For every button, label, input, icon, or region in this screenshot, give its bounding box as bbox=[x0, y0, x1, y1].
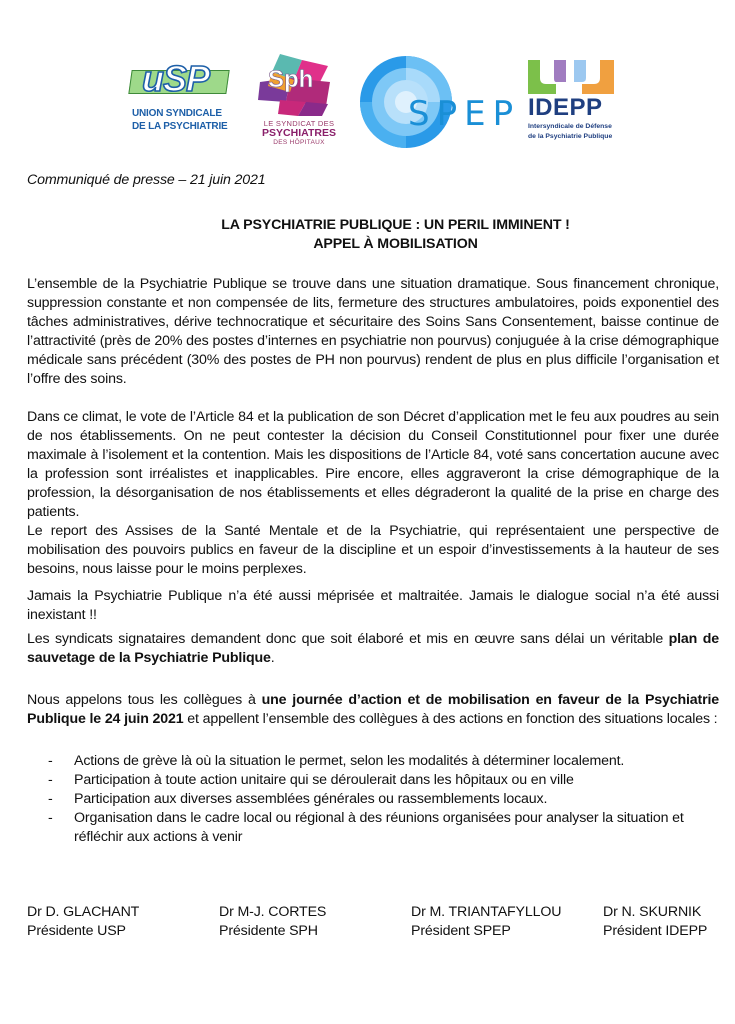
signatory bbox=[27, 903, 139, 941]
action-list bbox=[27, 752, 719, 847]
paragraph-call-to-action bbox=[27, 691, 719, 729]
spep-logo-letters: SPEP bbox=[408, 94, 521, 134]
signatory-name: Dr M. TRIANTAFYLLOU bbox=[411, 904, 562, 920]
sph-logo-line3: DES HÔPITAUX bbox=[273, 139, 325, 146]
signatory-role: Présidente USP bbox=[27, 923, 126, 939]
paragraph-call-start: Nous appelons tous les collègues à bbox=[27, 692, 262, 708]
usp-logo-letters: uSP bbox=[142, 58, 210, 99]
signatory-role: Président SPEP bbox=[411, 923, 511, 939]
usp-logo-line1: UNION SYNDICALE bbox=[132, 108, 222, 119]
bullet-dash: - bbox=[48, 772, 53, 788]
paragraph-demand-bold: plan de sauvetage de la Psychiatrie Publique bbox=[27, 631, 719, 666]
usp-logo bbox=[128, 60, 232, 140]
bullet-dash: - bbox=[48, 753, 53, 769]
idepp-logo-letters: IDEPP bbox=[528, 94, 603, 121]
spep-logo bbox=[358, 56, 521, 151]
list-item bbox=[27, 809, 719, 847]
sph-logo-letters: Sph bbox=[268, 66, 314, 93]
idepp-logo-line2: de la Psychiatrie Publique bbox=[528, 133, 613, 140]
signatory-name: Dr M-J. CORTES bbox=[219, 904, 327, 920]
paragraph-article-84-text: Dans ce climat, le vote de l’Article 84 et la publication de son Décret d’application met le feu aux poudres au sein de nos établissements. On ne peut contester la décision du Conseil Constitutionnel pour fixer une durée maximale à l’isolement et la contention. Mais les dispositions de l’Article 84, voté sans concertation aucune avec la profession sont irréalistes et inapplicables. Pire encore, elles aggraveront la crise démographique de la profession, la désorganisation de nos établissements et elles dégraderont la qualité de la prise en charge des patients. bbox=[27, 409, 719, 520]
paragraph-demand-end: . bbox=[270, 650, 275, 666]
idepp-logo-emblem bbox=[526, 60, 618, 94]
list-item bbox=[27, 790, 719, 809]
document-title-line2: APPEL À MOBILISATION bbox=[313, 236, 478, 252]
sph-logo-line1: LE SYNDICAT DES bbox=[263, 119, 335, 128]
logo-banner bbox=[0, 52, 735, 152]
paragraph-article-84 bbox=[27, 408, 719, 579]
list-item-text: Actions de grève là où la situation le permet, selon les modalités à déterminer localement. bbox=[74, 753, 625, 769]
paragraph-assises: Le report des Assises de la Santé Mentale et de la Psychiatrie, qui représentaient une perspective de mobilisation des pouvoirs publics en faveur de la discipline et un espoir d’investissements à la hauteur de ses besoins, nous laisse pour le moins perplexes. bbox=[27, 523, 719, 577]
sph-logo-line2: PSYCHIATRES bbox=[262, 127, 336, 139]
paragraph-jamais: Jamais la Psychiatrie Publique n’a été aussi méprisée et maltraitée. Jamais le dialogue social n’a été aussi inexistant !! bbox=[27, 588, 719, 623]
paragraph-call-end: et appellent l’ensemble des collègues à des actions en fonction des situations locales : bbox=[183, 711, 718, 727]
bullet-dash: - bbox=[48, 791, 53, 807]
idepp-logo-line1: Intersyndicale de Défense bbox=[528, 123, 612, 130]
bullet-dash: - bbox=[48, 810, 53, 826]
signatory bbox=[219, 903, 326, 941]
signatory-name: Dr D. GLACHANT bbox=[27, 904, 140, 920]
signatory-role: Présidente SPH bbox=[219, 923, 318, 939]
list-item-text: Participation aux diverses assemblées générales ou rassemblements locaux. bbox=[74, 791, 548, 807]
press-release-date: Communiqué de presse – 21 juin 2021 bbox=[27, 172, 266, 188]
paragraph-call-bold: une journée d’action et de mobilisation en faveur de la Psychiatrie Publique le 24 juin 2021 bbox=[27, 692, 720, 727]
paragraph-situation: L’ensemble de la Psychiatrie Publique se trouve dans une situation dramatique. Sous financement chronique, suppression constante et non compensée de lits, fermeture des structures ambulatoires, poids exponentiel des tâches administratives, dérive technocratique et sécuritaire des Soins Sans Consentement, baisse continue de l’attractivité (près de 20% des postes d’internes en psychiatrie non pourvus) conjuguée à la crise démographique médicale sans précédent (30% des postes de PH non pourvus) rendent de plus en plus difficile l’organisation et l’offre des soins. bbox=[27, 276, 719, 387]
list-item-text: Participation à toute action unitaire qui se déroulerait dans les hôpitaux ou en ville bbox=[74, 772, 574, 788]
paragraph-demand-start: Les syndicats signataires demandent donc que soit élaboré et mis en œuvre sans délai un véritable bbox=[27, 631, 669, 647]
document-title-line1: LA PSYCHIATRIE PUBLIQUE : UN PERIL IMMINENT ! bbox=[221, 217, 570, 233]
signatory-name: Dr N. SKURNIK bbox=[603, 904, 702, 920]
signatory bbox=[603, 903, 707, 941]
usp-logo-line2: DE LA PSYCHIATRIE bbox=[132, 121, 228, 132]
list-item bbox=[27, 752, 719, 771]
sph-logo bbox=[250, 52, 348, 147]
list-item-text: Organisation dans le cadre local ou régional à des réunions organisées pour analyser la situation et réfléchir aux actions à venir bbox=[74, 810, 684, 845]
paragraph-demand bbox=[27, 630, 719, 668]
signatory bbox=[411, 903, 561, 941]
signatory-role: Président IDEPP bbox=[603, 923, 708, 939]
list-item bbox=[27, 771, 719, 790]
idepp-logo bbox=[526, 60, 618, 150]
